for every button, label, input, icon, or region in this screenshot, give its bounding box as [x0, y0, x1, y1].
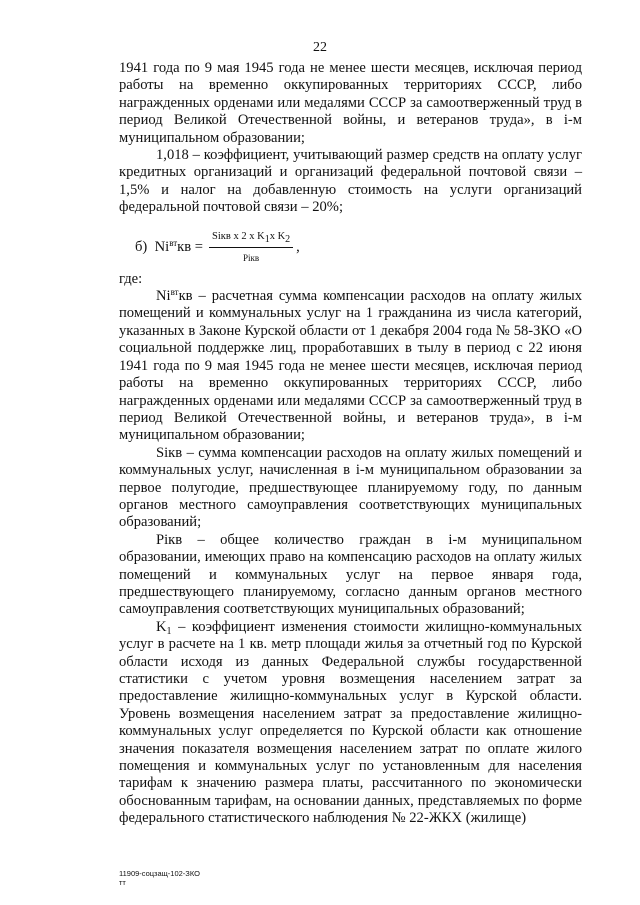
- numerator-part1: Siкв x 2 x K: [212, 231, 265, 243]
- document-body: [119, 60, 582, 828]
- where-label: где:: [119, 270, 143, 287]
- definition-k1: [119, 619, 582, 828]
- definition-si: Siкв – сумма компенсации расходов на оплату жилых помещений и коммунальных услуг, начисленная в i-м муниципальном образовании за первое полугодие, предшествующее планируемому году, по данным органов местного самоуправления соответствующих муниципальных образований;: [119, 444, 582, 531]
- paragraph-coefficient: 1,018 – коэффициент, учитывающий размер средств на оплату услуг кредитных организаций и организаций федеральной почтовой связи – 1,5% и налог на добавленную стоимость на услуги организаций федеральной почтовой связи – 20%;: [119, 147, 582, 216]
- definition-ni-superscript: вт: [170, 287, 179, 298]
- footer-code: 11909-соцзащ-102-ЗКО: [119, 869, 200, 878]
- formula-label: б): [135, 238, 148, 255]
- definition-k1-text: – коэффициент изменения стоимости жилищно-коммунальных услуг в расчете на 1 кв. метр площади жилья за отчетный год по Курской области исходя из данных Федеральной службы государственной статистики с учетом уровня возмещения населением затрат за предоставление жилищно-коммунальных услуг в Курской области. Уровень возмещения населением затрат за предоставление жилищно-коммунальных услуг определяется по Курской области как отношение значения показателя возмещения населением затрат по оплате жилого помещения и коммунальных услуг по установленным для населения тарифам к значению размера платы, рассчитанного по экономически обоснованным тарифам, на основании данных, представляемых по форме федерального статистического наблюдения № 22-ЖКХ (жилище): [119, 618, 582, 827]
- definition-ni-text: кв – расчетная сумма компенсации расходов на оплату жилых помещений и коммунальных услуг на 1 гражданина из числа категорий, указанных в Законе Курской области от 1 декабря 2004 года № 58-ЗКО «О социальной поддержке лиц, проработавших в тылу в период с 22 июня 1941 года по 9 мая 1945 года не менее шести месяцев, исключая период работы на временно оккупированных территориях СССР, либо награжденных орденами или медалями СССР за самоотверженный труд в период Великой Отечественной войны, и ветеранов труда», в i-м муниципальном образовании;: [119, 288, 582, 444]
- definition-k1-subscript: 1: [166, 625, 172, 637]
- numerator-sub1: 1: [264, 234, 270, 246]
- numerator-part2: x K: [269, 231, 286, 243]
- definition-k1-symbol: K: [156, 618, 167, 635]
- numerator-sub2: 2: [285, 234, 291, 246]
- definition-ni: [119, 288, 582, 445]
- formula-tail: ,: [296, 238, 300, 255]
- formula-fraction: [209, 228, 293, 267]
- formula-symbol: Ni: [154, 238, 170, 255]
- paragraph-continuation: 1941 года по 9 мая 1945 года не менее шести месяцев, исключая период работы на временно оккупированных территориях СССР, либо награжденных орденами или медалями СССР за самоотверженный труд в период Великой Отечественной войны, и ветеранов труда», в i-м муниципальном образовании;: [119, 60, 582, 146]
- footer-initials: тт: [119, 878, 126, 887]
- formula-denominator: Piкв: [243, 252, 260, 263]
- document-footer: [119, 869, 200, 887]
- page-number: 22: [313, 40, 327, 55]
- definition-pi: Piкв – общее количество граждан в i-м муниципальном образовании, имеющих право на компенсацию расходов на оплату жилых помещений и коммунальных услуг на первое января года, предшествующего планируемому, согласно данным органов местного самоуправления соответствующих муниципальных образований;: [119, 531, 582, 618]
- formula-numerator: [209, 228, 293, 247]
- formula-lhs: [135, 239, 203, 256]
- formula-b: [119, 225, 582, 271]
- formula-suffix: кв =: [177, 238, 204, 255]
- definition-ni-symbol: Ni: [156, 288, 171, 305]
- formula-superscript: вт: [169, 237, 178, 248]
